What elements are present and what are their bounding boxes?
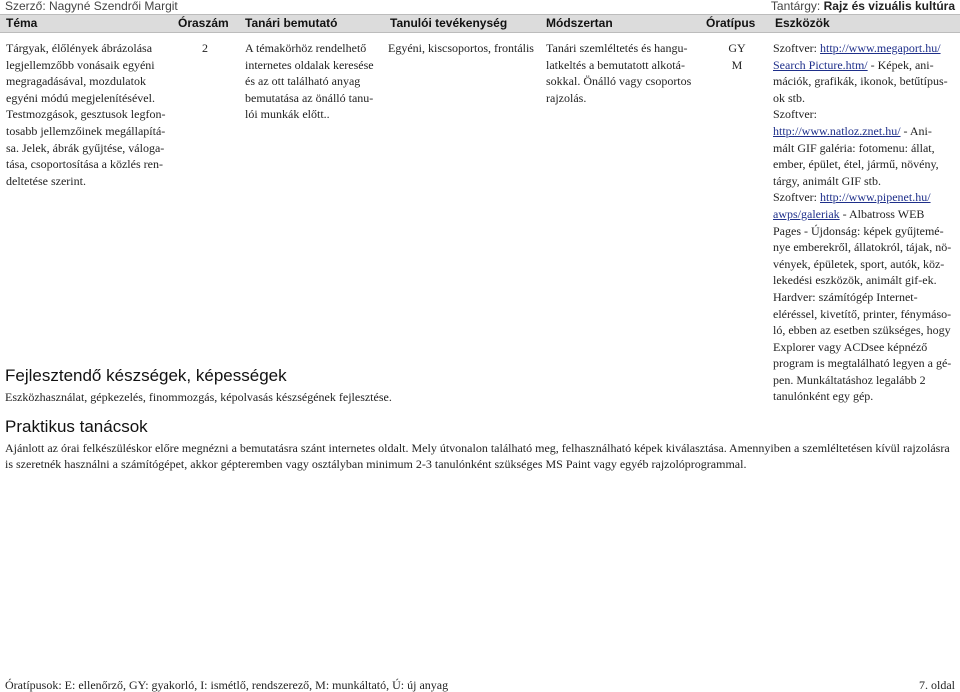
document-header <box>5 0 955 13</box>
cell-line: Explorer vagy ACDsee képnéző <box>773 339 928 354</box>
cell-line: megragadásával, mozdulatok <box>6 74 146 89</box>
col-header-modszertan: Módszertan <box>546 16 613 30</box>
col-header-tanuloi-tevekenyseg: Tanulói tevékenység <box>390 16 508 30</box>
cell-line: tása, csoportosítása a közlés ren- <box>6 157 163 172</box>
subject-line: Tantárgy: Rajz és vizuális kultúra <box>770 0 955 13</box>
cell-line: ember, épület, étel, jármű, növény, <box>773 157 939 172</box>
tips-line: Ajánlott az órai felkészüléskor előre megnézni a bemutatásra szánt internetes oldalt. Mely útvonalon található meg, felhasználható képek kiválasztása. Amennyiben a szemléltetésen kívül rajzolásra <box>5 441 950 455</box>
cell-line: tosabb jellemzőinek megállapítá- <box>6 123 166 138</box>
cell-line: lói munkák előtt.. <box>245 107 330 122</box>
cell-line: és az ott található anyag <box>245 74 361 89</box>
subject-name: Rajz és vizuális kultúra <box>823 0 955 13</box>
cell-line: ok stb. <box>773 90 806 105</box>
cell-line: Tanári szemléltetés és hangu- <box>546 41 688 55</box>
link-pipenet[interactable]: http://www.pipenet.hu/ <box>820 190 931 205</box>
cell-tanuloi-tevekenyseg: Egyéni, kiscsoportos, frontális <box>388 41 534 55</box>
col-header-tanari-bemutato: Tanári bemutató <box>245 16 338 30</box>
cell-line: tárgy, animált GIF stb. <box>773 173 881 188</box>
oratipus-code: M <box>731 57 743 72</box>
cell-line: pen. Munkáltatáshoz legalább 2 <box>773 372 926 387</box>
cell-line: internetes oldalak keresése <box>245 57 374 72</box>
link-natloz[interactable]: http://www.natloz.znet.hu/ <box>773 123 901 138</box>
cell-line: sa. Jelek, ábrák gyűjtése, váloga- <box>6 140 165 155</box>
page-number: 7. oldal <box>919 678 955 692</box>
skills-text: Eszközhasználat, gépkezelés, finommozgás, képolvasás készségének fejlesztése. <box>5 390 392 404</box>
cell-line: sokkal. Önálló vagy csoportos <box>546 74 692 89</box>
cell-tema <box>6 40 171 189</box>
cell-modszertan <box>546 40 706 106</box>
cell-line: latkeltés a bemutatott alkotá- <box>546 57 685 72</box>
cell-line: tanulónként egy gép. <box>773 389 874 404</box>
author-line: Szerző: Nagyné Szendrői Margit <box>5 0 178 13</box>
link-search-picture[interactable]: Search Picture.htm/ <box>773 57 868 72</box>
col-header-eszkozok: Eszközök <box>775 16 830 30</box>
col-header-oratipus: Óratípus <box>706 16 756 30</box>
cell-line: Testmozgások, gesztusok legfon- <box>6 107 166 122</box>
cell-line: lekedési eszközök, animált gif-ek. <box>773 273 937 288</box>
cell-line: nye emberekről, állatokról, tájak, nö- <box>773 240 952 255</box>
col-header-oraszam: Óraszám <box>178 16 229 30</box>
skills-heading: Fejlesztendő készségek, képességek <box>5 366 287 385</box>
cell-oraszam: 2 <box>202 41 208 55</box>
link-galeriak[interactable]: awps/galeriak <box>773 206 840 221</box>
link-megaport[interactable]: http://www.megaport.hu/ <box>820 41 941 55</box>
cell-eszkozok: Szoftver: http://www.megaport.hu/ Search Picture.htm/ - Képek, ani- mációk, grafikák, ikonok, betűtípus- ok stb. Szoftver: http://www.natloz.znet.hu/ - Ani- mált GIF galéria: fotomenu: állat, ember, épület, étel, jármű, növény, tárgy, animált GIF stb. Szoftver: http://www.pipenet.hu/ awps/galeriak - Albatross WEB Pages - Újdonság: képek gyűjtemé- nye emberekről, állatokról, tájak, nö- vények, épületek, sport, autók, köz- lekedési eszközök, animált gif-ek. Hardver: számítógép Internet- eléréssel, kivetítő, printer, fénymáso- ló, ebben az esetben szükséges, hogy Explorer vagy ACDsee képnéző program is megtalálható legyen a gé- pen. Munkáltatáshoz legalább 2 tanulónként egy gép. <box>773 40 958 405</box>
cell-line: eléréssel, kivetítő, printer, fénymáso- <box>773 306 952 321</box>
cell-oratipus <box>722 40 752 73</box>
cell-line: Szoftver: <box>773 107 817 122</box>
cell-line: egyéni módú megjelenítésével. <box>6 90 155 105</box>
lesson-type-legend: Óratípusok: E: ellenőrző, GY: gyakorló, I: ismétlő, rendszerező, M: munkáltató, Ú: új anyag <box>5 678 449 692</box>
cell-line: Pages - Újdonság: képek gyűjtemé- <box>773 223 944 238</box>
cell-line: mációk, grafikák, ikonok, betűtípus- <box>773 74 948 89</box>
cell-line: mált GIF galéria: fotomenu: állat, <box>773 140 935 155</box>
tips-heading: Praktikus tanácsok <box>5 417 148 436</box>
cell-line: rajzolás. <box>546 90 587 105</box>
table-header <box>0 14 960 33</box>
cell-line: vények, épületek, sport, autók, köz- <box>773 256 945 271</box>
cell-line: Hardver: számítógép Internet- <box>773 289 918 304</box>
cell-tanari-bemutato <box>245 40 385 123</box>
tips-line: is szeretnék használni a számítógépet, akkor gépteremben vagy osztályban minimum 2-3 tanulónként szükséges MS Paint vagy egyéb rajzolóprogrammal. <box>5 457 747 471</box>
tips-text <box>5 440 955 472</box>
cell-line: ló, ebben az esetben szükséges, hogy <box>773 323 951 338</box>
cell-line: legjellemzőbb vonásaik egyéni <box>6 57 155 72</box>
cell-line: bemutatása az önálló tanu- <box>245 90 374 105</box>
col-header-tema: Téma <box>6 16 38 30</box>
oratipus-code: GY <box>728 41 746 55</box>
cell-line: program is megtalálható legyen a gé- <box>773 356 952 371</box>
cell-line: deltetése szerint. <box>6 173 86 188</box>
cell-line: Tárgyak, élőlények ábrázolása <box>6 41 153 55</box>
author-name: Nagyné Szendrői Margit <box>49 0 178 13</box>
cell-line: A témakörhöz rendelhető <box>245 41 367 55</box>
